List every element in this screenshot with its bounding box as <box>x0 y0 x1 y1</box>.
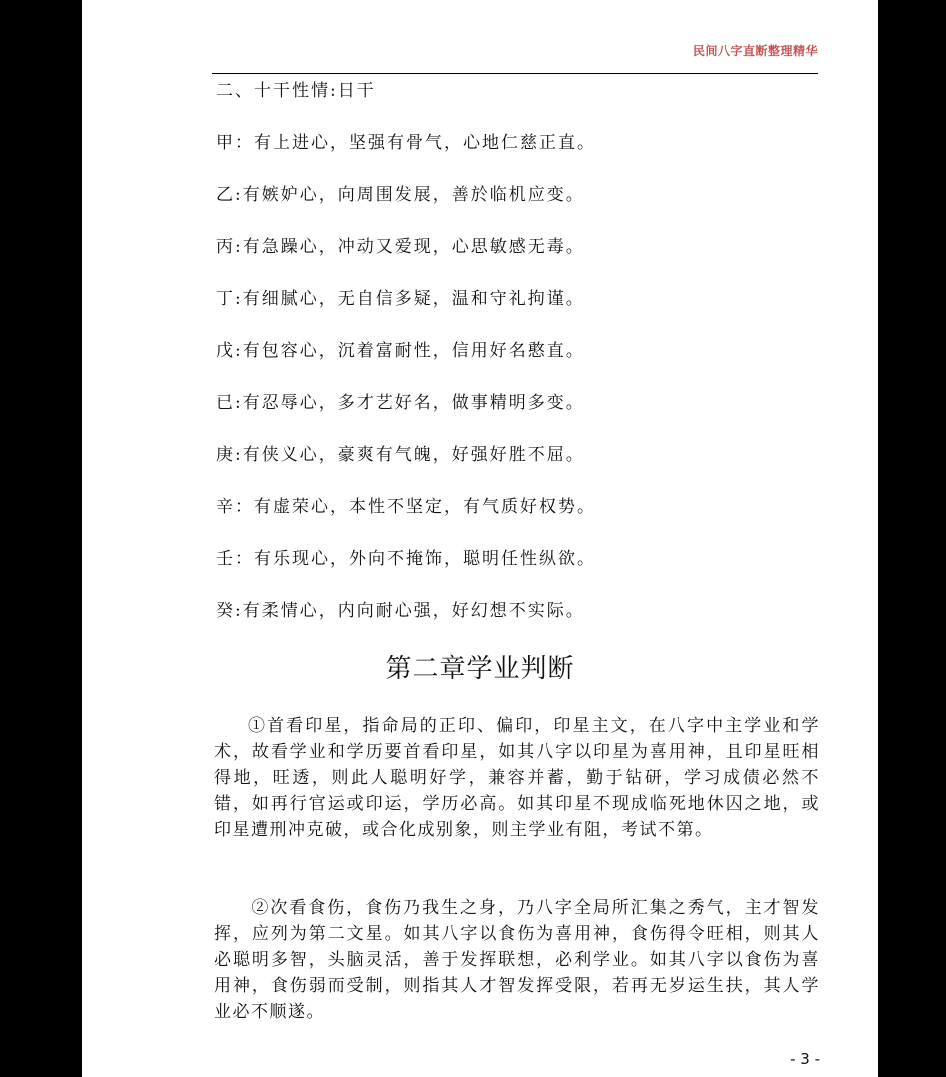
paragraph: ②次看食伤，食伤乃我生之身，乃八字全局所汇集之秀气，主才智发挥，应列为第二文星。如其八字以食伤为喜用神，食伤得令旺相，则其人必聪明多智，头脑灵活，善于发挥联想，必利学业。如其八字以食伤为喜用神，食伤弱而受制，则指其人才智发挥受限，若再无岁运生扶，其人学业必不顺遂。 <box>214 898 820 1022</box>
page-number: - 3 - <box>790 1050 820 1068</box>
trait-line: 庚:有侠义心，豪爽有气魄，好强好胜不屈。 <box>216 445 585 465</box>
header-divider <box>212 73 818 74</box>
trait-line: 丁:有细腻心，无自信多疑，温和守礼拘谨。 <box>216 289 585 309</box>
header-title: 民间八字直断整理精华 <box>692 44 818 58</box>
document-page <box>82 0 878 1077</box>
paragraph: ①首看印星，指命局的正印、偏印，印星主文，在八字中主学业和学术，故看学业和学历要首看印星，如其八字以印星为喜用神，且印星旺相得地，旺透，则此人聪明好学，兼容并蓄，勤于钻研，学习成债必然不错，如再行官运或印运，学历必高。如其印星不现成临死地休囚之地，或印星遭刑冲克破，或合化成别象，则主学业有阻，考试不第。 <box>214 716 820 840</box>
section-title: 二、十干性情:日干 <box>216 81 376 101</box>
chapter-title: 第二章学业判断 <box>385 654 575 684</box>
trait-line: 戊:有包容心，沉着富耐性，信用好名憨直。 <box>216 341 585 361</box>
trait-line: 丙:有急躁心，冲动又爱现，心思敏感无毒。 <box>216 237 585 257</box>
trait-line: 壬：有乐现心，外向不掩饰，聪明任性纵欲。 <box>216 549 596 569</box>
trait-line: 乙:有嫉妒心，向周围发展，善於临机应变。 <box>216 185 585 205</box>
trait-line: 已:有忍辱心，多才艺好名，做事精明多变。 <box>216 393 585 413</box>
trait-line: 辛：有虚荣心，本性不坚定，有气质好权势。 <box>216 497 596 517</box>
trait-line: 甲：有上进心，坚强有骨气，心地仁慈正直。 <box>216 133 596 153</box>
trait-line: 癸:有柔情心，内向耐心强，好幻想不实际。 <box>216 601 585 621</box>
